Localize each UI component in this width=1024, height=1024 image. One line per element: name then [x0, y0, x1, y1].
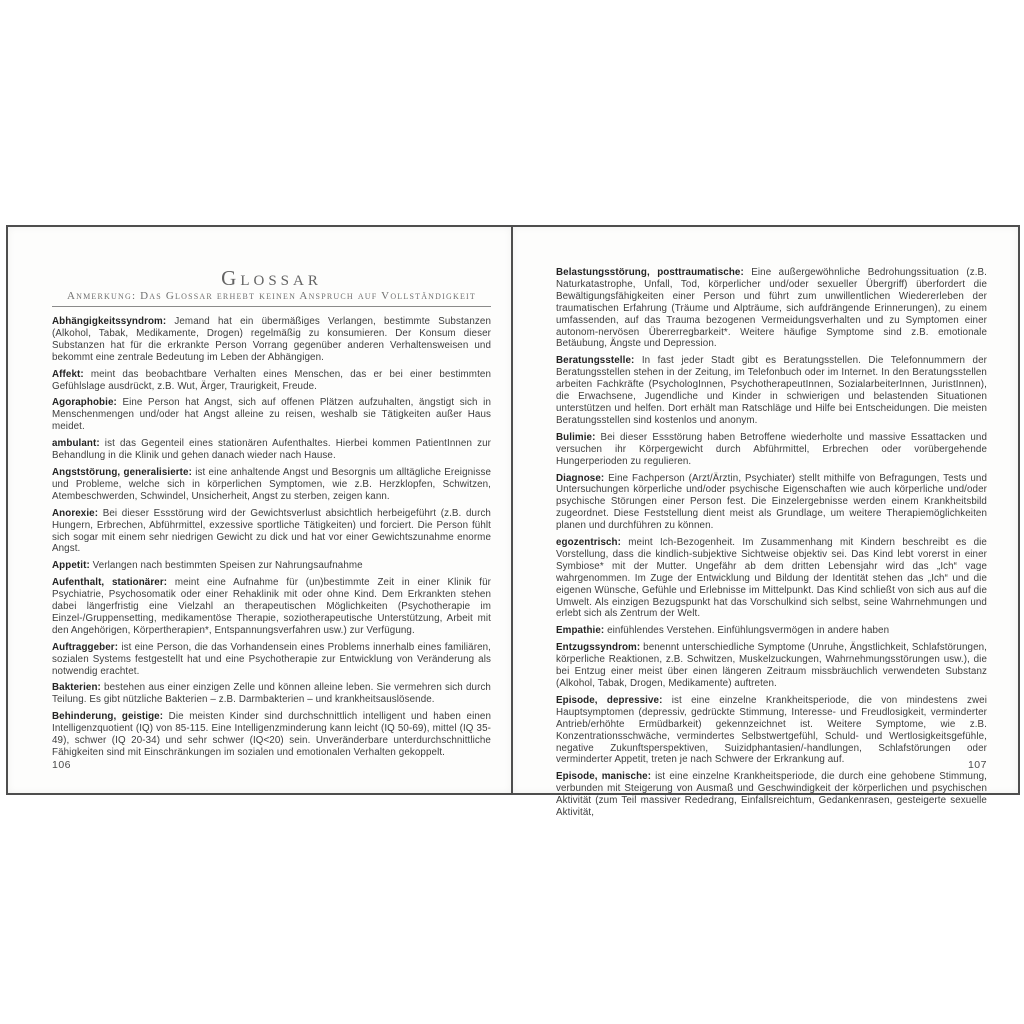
glossary-definition: Verlangen nach bestimmten Speisen zur Nahrungsaufnahme: [89, 560, 363, 572]
glossary-term: Belastungsstörung, posttraumatische:: [556, 267, 744, 278]
glossary-term: Auftraggeber:: [52, 641, 119, 653]
glossary-entry: [556, 771, 987, 819]
glossary-entry: [52, 508, 491, 556]
glossary-entry: [52, 560, 491, 572]
glossary-term: Empathie:: [556, 625, 605, 637]
glossary-entry: [556, 267, 987, 350]
glossary-entry: [52, 467, 491, 503]
glossary-term: Episode, manische:: [556, 771, 652, 783]
glossary-definition: Eine Fachperson (Arzt/Ärztin, Psychiater) stellt mithilfe von Befragungen, Tests und Untersuchungen körperliche und/oder psychische Eigenschaften wie auch körperliche und/oder psychische Störungen einer Person fest. Die Einzelergebnisse werden einem Krankheitsbild zugeordnet. Diese Feststellung dient meist als Grundlage, um weitere Therapiemöglichkeiten planen und durchführen zu können.: [556, 472, 987, 532]
glossary-term: Angststörung, generalisierte:: [52, 466, 192, 478]
glossary-definition: ist eine Person, die das Vorhandensein eines Problems innerhalb eines familiären, sozialen Systems festgestellt hat und eine Psychotherapie zur Entwicklung von Veränderung als notwendig erachtet.: [52, 641, 491, 677]
page-right: [513, 225, 1020, 819]
glossary-definition: meint eine Aufnahme für (un)bestimmte Zeit in einer Klinik für Psychiatrie, Psychosomatik oder einer Rehaklinik mit oder ohne Kind. Dem Erkrankten stehen dabei längerfristig eine Vielzahl an therapeutischen Möglichkeiten (Psychotherapie im Einzel-/Gruppensetting, medikamentöse Therapie, soziotherapeutische Unterstützung, Arbeit mit den Angehörigen, Körpertherapien*, Entspannungsverfahren usw.) zur Verfügung.: [52, 577, 491, 636]
glossary-definition: einfühlendes Verstehen. Einfühlungsvermögen in andere haben: [604, 625, 890, 637]
glossary-title: Glossar: [221, 266, 322, 290]
glossary-definition: Bei dieser Essstörung wird der Gewichtsverlust absichtlich herbeigeführt (z.B. durch Hungern, Erbrechen, Abführmittel, exzessive sportliche Tätigkeiten) und forciert. Die Person fühlt sich sogar mit einem sehr niedrigen Gewicht zu dick und hat vor einer Gewichtszunahme enorme Angst.: [52, 507, 491, 555]
glossary-entry: [52, 397, 491, 433]
glossary-entry: [556, 625, 987, 637]
glossary-term: Diagnose:: [556, 472, 605, 484]
glossary-term: Affekt:: [52, 368, 84, 380]
glossary-definition: ist das Gegenteil eines stationären Aufenthaltes. Hierbei kommen PatientInnen zur Behandlung in die Klinik und gehen danach wieder nach Hause.: [52, 438, 491, 462]
glossary-entry: [52, 316, 491, 364]
glossary-term: Episode, depressive:: [556, 694, 663, 706]
glossary-entry: [556, 473, 987, 533]
page-number-right: 107: [967, 759, 987, 771]
glossary-term: Entzugssyndrom:: [556, 642, 641, 654]
glossary-definition: In fast jeder Stadt gibt es Beratungsstellen. Die Telefonnummern der Beratungsstellen stehen in der Zeitung, im Telefonbuch oder im Internet. In den Beratungsstellen arbeiten Fachkräfte (PsychologInnen, PsychotherapeutInnen, SozialarbeiterInnen, JuristInnen), die Erwachsene, Jugendliche und Kinder in schwierigen und belastenden Situationen unterstützen und helfen. Dort erhält man Ratschläge und Hilfe bei Entscheidungen. Die meisten Beratungsstellen sind kostenlos und anonym.: [556, 355, 987, 426]
glossary-definition: Bei dieser Essstörung haben Betroffene wiederholte und massive Essattacken und versuchen ihr Körpergewicht durch Abführmittel, Erbrechen oder vorübergehende Hungerperioden zu regulieren.: [556, 431, 987, 467]
glossary-term: Anorexie:: [52, 507, 99, 519]
glossary-definition: meint Ich-Bezogenheit. Im Zusammenhang mit Kindern beschreibt es die Vorstellung, dass die kindlich-subjektive Sichtweise objektiv sei. Das Kind lebt vorerst in einer Symbiose* mit der Mutter. Ungefähr ab dem dritten Lebensjahr wird das „Ich“ vage wahrgenommen. Im Zuge der Entwicklung und Bildung der Identität stehen das „Ich“ und die eigenen Wünsche, Gefühle und Erlebnisse im Mittelpunkt. Das Kind schließt von sich aus auf die Umwelt. Als einzigen Bezugspunkt hat das Vorschulkind sich selbst, seine Wahrnehmungen und erlebt sich als Zentrum der Welt.: [556, 537, 987, 620]
glossary-term: Appetit:: [52, 560, 90, 572]
page-left: [6, 225, 513, 795]
glossary-definition: Eine außergewöhnliche Bedrohungssituation (z.B. Naturkatastrophe, Unfall, Tod, körperlicher und/oder sexueller Übergriff) überfordert die Bewältigungsfähigkeiten einer Person und führt zum unwillentlichen Wiedererleben der traumatischen Erfahrung (Träume und Alpträume, sich aufdrängende Erinnerungen), zu einem umfassenden, auf das Trauma bezogenen Vermeidungsverhalten und zu Symptomen einer autonom-nervösen Übererregbarkeit*. Weitere häufige Symptome sind z.B. emotionale Betäubung, Ängste und Depression.: [556, 267, 987, 350]
glossary-entry: [556, 695, 987, 766]
glossary-definition: ist eine einzelne Krankheitsperiode, die durch eine gehobene Stimmung, verbunden mit Steigerung von Ausmaß und Geschwindigkeit der körperlichen und psychischen Aktivität (zum Teil massiver Rededrang, Einfallsreichtum, Gedankenrasen, gesteigerte sexuelle Aktivität,: [556, 771, 987, 819]
glossary-term: Agoraphobie:: [52, 397, 117, 409]
glossary-term: Abhängigkeitssyndrom:: [52, 316, 167, 327]
glossary-definition: Jemand hat ein übermäßiges Verlangen, bestimmte Substanzen (Alkohol, Tabak, Medikamente, Drogen) regelmäßig zu konsumieren. Der Konsum dieser Substanzen hat für die erkrankte Person Vorrang gegenüber anderen Verhaltensweisen und bekommt eine zentrale Bedeutung im Leben der Abhängigen.: [52, 316, 491, 363]
title-divider: [52, 306, 491, 307]
glossary-entry: [52, 711, 491, 759]
glossary-term: egozentrisch:: [556, 537, 621, 549]
glossary-entry: [556, 537, 987, 620]
glossary-entry: [556, 355, 987, 426]
glossary-note: Anmerkung: Das Glossar erhebt keinen Anspruch auf Vollständigkeit: [66, 290, 476, 302]
book-spread: [6, 225, 1020, 819]
glossary-term: Bulimie:: [556, 431, 596, 443]
glossary-entry: [52, 642, 491, 678]
glossary-entry: [556, 432, 987, 468]
glossary-definition: Die meisten Kinder sind durchschnittlich intelligent und haben einen Intelligenzquotient (IQ) von 85-115. Eine Intelligenzminderung kann leicht (IQ 50-69), mittel (IQ 35-49), schwer (IQ 20-34) und sehr schwer (IQ<20) sein. Unveränderbare unterdurchschnittliche Fähigkeiten sind mit Einschränkungen im sozialen und emotionalen Verhalten gekoppelt.: [52, 711, 491, 758]
glossary-term: Bakterien:: [52, 682, 101, 694]
glossary-entry: [52, 577, 491, 637]
glossary-definition: Eine Person hat Angst, sich auf offenen Plätzen aufzuhalten, ängstigt sich in Menschenmengen und/oder hat Angst alleine zu reisen, weshalb sie Tätigkeiten außer Haus meidet.: [52, 397, 491, 433]
glossary-entry: [52, 438, 491, 462]
glossary-definition: ist eine einzelne Krankheitsperiode, die von mindestens zwei Hauptsymptomen (depressiv, gedrückte Stimmung, Interesse- und Freudlosigkeit, verminderter Antrieb/erhöhte Ermüdbarkeit) gekennzeichnet ist. Weitere Symptome, wie z.B. Konzentrationsschwäche, vermindertes Selbstwertgefühl, Schuld- und Wertlosigkeitsgefühle, negative Zukunftsperspektiven, Suizidphantasien/-handlungen, Schlafstörungen oder verminderter Appetit, treten je nach Schwere der Erkrankung auf.: [556, 694, 987, 766]
glossary-definition: ist eine anhaltende Angst und Besorgnis um alltägliche Ereignisse und Probleme, welche sich in körperlichen Symptomen, wie z.B. Herzklopfen, Schwitzen, Atembeschwerden, Schwindel, Unsicherheit, Angst zu sterben, zeigen kann.: [52, 466, 491, 502]
glossary-entry: [52, 369, 491, 393]
glossary-term: Behinderung, geistige:: [52, 711, 164, 723]
glossary-entry: [556, 642, 987, 690]
glossary-term: Aufenthalt, stationärer:: [52, 577, 168, 589]
glossary-definition: meint das beobachtbare Verhalten eines Menschen, das er bei einer bestimmten Gefühlslage ausdrückt, z.B. Wut, Ärger, Traurigkeit, Freude.: [52, 368, 491, 392]
glossary-term: ambulant:: [52, 438, 100, 450]
page-number-left: 106: [52, 759, 72, 771]
glossary-entry: [52, 682, 491, 706]
glossary-term: Beratungsstelle:: [556, 355, 635, 367]
glossary-definition: benennt unterschiedliche Symptome (Unruhe, Ängstlichkeit, Schlafstörungen, körperliche Reaktionen, z.B. Schwitzen, Muskelzuckungen, Wahrnehmungsstörungen usw.), die bei Entzug einer meist über einen längeren Zeitraum missbräuchlich verwendeten Substanz (Alkohol, Tabak, Drogen, Medikamente) auftreten.: [556, 642, 987, 689]
glossary-definition: bestehen aus einer einzigen Zelle und können alleine leben. Sie vermehren sich durch Teilung. Es gibt nützliche Bakterien – z.B. Darmbakterien – und krankheitsauslösende.: [52, 682, 491, 706]
